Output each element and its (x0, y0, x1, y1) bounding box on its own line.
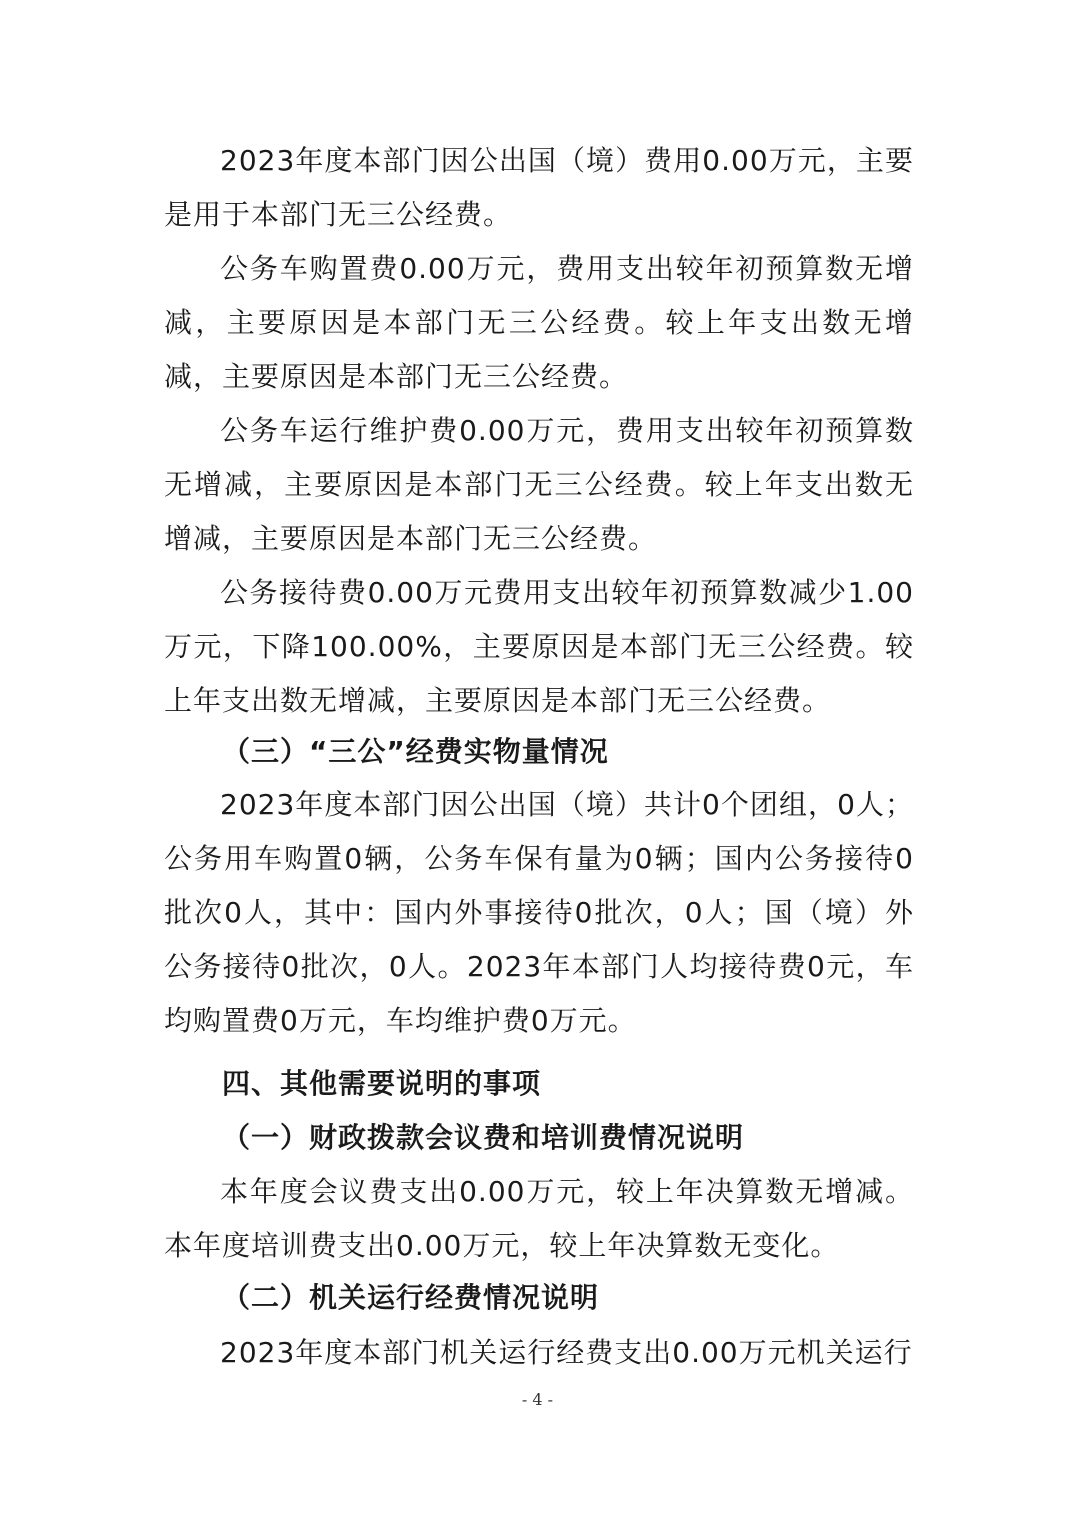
paragraph-reception-cost: 公务接待费0.00万元费用支出较年初预算数减少1.00万元，下降100.00%，主要原因是本部门无三公经费。较上年支出数无增减，主要原因是本部门无三公经费。 (164, 576, 914, 717)
paragraph-meeting-training: 本年度会议费支出0.00万元，较上年决算数无增减。本年度培训费支出0.00万元，较上年决算数无变化。 (164, 1175, 914, 1262)
heading-section-four: 四、其他需要说明的事项 (222, 1067, 542, 1100)
paragraph-outbound-travel-cost: 2023年度本部门因公出国（境）费用0.00万元，主要是用于本部门无三公经费。 (164, 144, 914, 231)
page-number: - 4 - (521, 1390, 554, 1409)
heading-sangong-quantity: （三）“三公”经费实物量情况 (222, 735, 609, 768)
paragraph-sangong-quantity: 2023年度本部门因公出国（境）共计0个团组，0人；公务用车购置0辆，公务车保有量为0辆；国内公务接待0批次0人，其中：国内外事接待0批次，0人；国（境）外公务接待0批次，0人。2023年本部门人均接待费0元，车均购置费0万元，车均维护费0万元。 (164, 788, 914, 1037)
paragraph-operating-funds: 2023年度本部门机关运行经费支出0.00万元机关运行 (220, 1336, 913, 1369)
paragraph-vehicle-purchase-cost: 公务车购置费0.00万元，费用支出较年初预算数无增减，主要原因是本部门无三公经费。较上年支出数无增减，主要原因是本部门无三公经费。 (164, 252, 914, 393)
paragraph-vehicle-maintenance-cost: 公务车运行维护费0.00万元，费用支出较年初预算数无增减，主要原因是本部门无三公经费。较上年支出数无增减，主要原因是本部门无三公经费。 (164, 414, 914, 555)
heading-operating-funds: （二）机关运行经费情况说明 (222, 1281, 600, 1314)
heading-meeting-training: （一）财政拨款会议费和培训费情况说明 (222, 1121, 745, 1154)
